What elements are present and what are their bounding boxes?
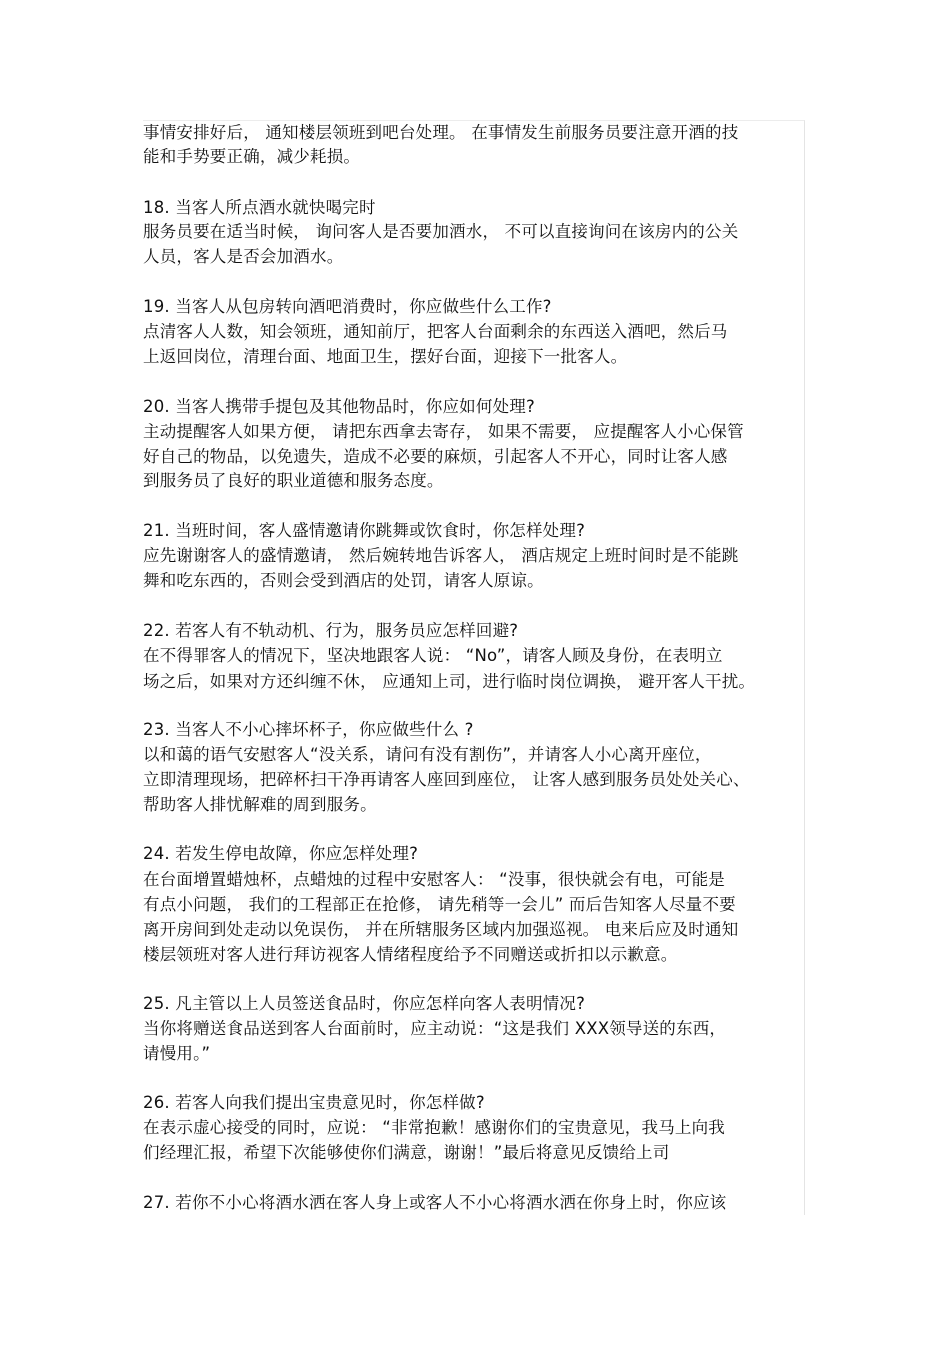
text-line: 以和蔼的语气安慰客人“没关系，请问有没有割伤”，并请客人小心离开座位， <box>143 745 712 764</box>
text-line: 离开房间到处走动以免误伤， 并在所辖服务区域内加强巡视。 电来后应及时通知 <box>143 920 739 939</box>
question-heading: 19. 当客人从包房转向酒吧消费时，你应做些什么工作? <box>143 297 552 316</box>
text-line: 主动提醒客人如果方便， 请把东西拿去寄存， 如果不需要， 应提醒客人小心保管 <box>143 422 744 441</box>
question-heading: 25. 凡主管以上人员签送食品时，你应怎样向客人表明情况? <box>143 994 586 1013</box>
text-line: 楼层领班对客人进行拜访视客人情绪程度给予不同赠送或折扣以示歉意。 <box>143 945 678 964</box>
question-heading: 24. 若发生停电故障，你应怎样处理? <box>143 844 419 863</box>
question-heading: 22. 若客人有不轨动机、行为，服务员应怎样回避? <box>143 621 519 640</box>
question-heading: 21. 当班时间，客人盛情邀请你跳舞或饮食时，你怎样处理? <box>143 521 586 540</box>
text-line: 在台面增置蜡烛杯，点蜡烛的过程中安慰客人： “没事，很快就会有电，可能是 <box>143 870 725 889</box>
text-line: 场之后，如果对方还纠缠不休， 应通知上司，进行临时岗位调换， 避开客人干扰。 <box>143 672 756 691</box>
text-line: 请慢用。” <box>143 1044 211 1063</box>
text-line: 们经理汇报，希望下次能够使你们满意，谢谢！”最后将意见反馈给上司 <box>143 1143 670 1162</box>
text-line: 帮助客人排忧解难的周到服务。 <box>143 795 377 814</box>
text-line: 能和手势要正确，减少耗损。 <box>143 147 361 166</box>
text-line: 人员，客人是否会加酒水。 <box>143 247 344 266</box>
text-line: 好自己的物品，以免遗失，造成不必要的麻烦，引起客人不开心，同时让客人感 <box>143 447 728 466</box>
text-line: 舞和吃东西的，否则会受到酒店的处罚，请客人原谅。 <box>143 571 544 590</box>
question-heading: 18. 当客人所点酒水就快喝完时 <box>143 198 376 217</box>
text-line: 有点小问题， 我们的工程部正在抢修， 请先稍等一会儿” 而后告知客人尽量不要 <box>143 895 736 914</box>
question-heading: 20. 当客人携带手提包及其他物品时，你应如何处理? <box>143 397 535 416</box>
text-line: 应先谢谢客人的盛情邀请， 然后婉转地告诉客人， 酒店规定上班时间时是不能跳 <box>143 546 739 565</box>
text-line: 事情安排好后， 通知楼层领班到吧台处理。 在事情发生前服务员要注意开酒的技 <box>143 123 739 142</box>
document-page <box>143 120 805 1215</box>
text-line: 当你将赠送食品送到客人台面前时，应主动说：“这是我们 XXX领导送的东西， <box>143 1019 727 1038</box>
question-heading: 23. 当客人不小心摔坏杯子，你应做些什么 ? <box>143 720 474 739</box>
text-line: 立即清理现场，把碎杯扫干净再请客人座回到座位， 让客人感到服务员处处关心、 <box>143 770 750 789</box>
text-line: 上返回岗位，清理台面、地面卫生，摆好台面，迎接下一批客人。 <box>143 347 628 366</box>
text-line: 在不得罪客人的情况下，坚决地跟客人说： “No”，请客人顾及身份，在表明立 <box>143 646 723 665</box>
question-heading: 26. 若客人向我们提出宝贵意见时，你怎样做? <box>143 1093 485 1112</box>
text-line: 到服务员了良好的职业道德和服务态度。 <box>143 471 444 490</box>
text-line: 在表示虚心接受的同时，应说： “非常抱歉！感谢你们的宝贵意见，我马上向我 <box>143 1118 725 1137</box>
text-line: 点清客人人数，知会领班，通知前厅，把客人台面剩余的东西送入酒吧，然后马 <box>143 322 728 341</box>
question-heading: 27. 若你不小心将酒水洒在客人身上或客人不小心将酒水洒在你身上时，你应该 <box>143 1193 727 1212</box>
text-line: 服务员要在适当时候， 询问客人是否要加酒水， 不可以直接询问在该房内的公关 <box>143 222 739 241</box>
